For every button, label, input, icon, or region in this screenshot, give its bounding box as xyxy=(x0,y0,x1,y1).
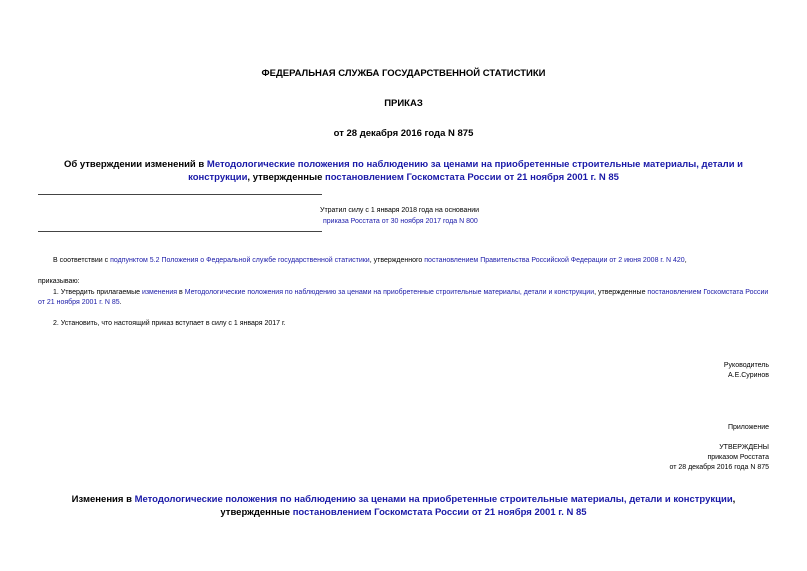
appendix-order-date: от 28 декабря 2016 года N 875 xyxy=(669,464,769,471)
preamble-link-government[interactable]: постановлением Правительства Российской Федерации от 2 июня 2008 г. N 420 xyxy=(424,257,685,264)
appendix-approved: УТВЕРЖДЕНЫ xyxy=(719,444,769,451)
changes-link-resolution[interactable]: постановлением Госкомстата России от 21 ноября 2001 г. N 85 xyxy=(292,507,587,518)
title-prefix: Об утверждении изменений в xyxy=(63,159,207,170)
doc-type: ПРИКАЗ xyxy=(384,98,423,109)
preamble-link-regulation[interactable]: подпунктом 5.2 Положения о Федеральной службе государственной статистики xyxy=(110,257,370,264)
item1-link-resolution[interactable]: постановлением Госкомстата России от 21 ноября 2001 г. N 85 xyxy=(38,289,769,306)
order-word: приказываю: xyxy=(38,278,80,285)
signature-name: А.Е.Суринов xyxy=(728,372,769,379)
item1-link-methodology[interactable]: Методологические положения по наблюдению за ценами на приобретенные строительные материалы, детали и конструкции xyxy=(184,289,595,296)
preamble-paragraph xyxy=(53,256,763,266)
item1-link-changes[interactable]: изменения xyxy=(141,289,178,296)
item1-mid2: , утвержденные xyxy=(594,289,648,296)
item1-suffix: . xyxy=(119,299,122,306)
preamble-prefix: В соответствии с xyxy=(53,257,111,264)
preamble-mid: , утвержденного xyxy=(369,257,425,264)
status-note-link[interactable]: приказа Росстата от 30 ноября 2017 года N 800 xyxy=(323,218,478,225)
item1-prefix: 1. Утвердить прилагаемые xyxy=(53,289,142,296)
item-2: 2. Установить, что настоящий приказ вступает в силу с 1 января 2017 г. xyxy=(53,320,286,327)
preamble-suffix: , xyxy=(684,257,687,264)
appendix-label: Приложение xyxy=(727,424,769,431)
item-1 xyxy=(38,288,773,308)
item1-mid1: в xyxy=(177,289,185,296)
doc-date-number: от 28 декабря 2016 года N 875 xyxy=(333,128,474,139)
appendix-by-order: приказом Росстата xyxy=(707,454,769,461)
status-divider-top xyxy=(38,194,322,195)
changes-link-methodology[interactable]: Методологические положения по наблюдению за ценами на приобретенные строительные материалы, детали и конструкции xyxy=(134,494,733,505)
title-link-methodology[interactable]: Методологические положения по наблюдению за ценами на приобретенные строительные материалы, детали и конструкции xyxy=(188,159,744,183)
agency-name: ФЕДЕРАЛЬНАЯ СЛУЖБА ГОСУДАРСТВЕННОЙ СТАТИСТИКИ xyxy=(261,68,546,79)
order-title xyxy=(50,158,757,184)
changes-mid: , утвержденные xyxy=(220,494,736,518)
changes-prefix: Изменения в xyxy=(71,494,135,505)
status-note-line: Утратил силу с 1 января 2018 года на основании xyxy=(320,207,480,214)
title-link-resolution[interactable]: постановлением Госкомстата России от 21 ноября 2001 г. N 85 xyxy=(325,172,619,183)
title-mid: , утвержденные xyxy=(247,172,325,183)
changes-title xyxy=(50,493,757,519)
status-divider-bottom xyxy=(38,231,322,232)
signature-position: Руководитель xyxy=(723,362,769,369)
